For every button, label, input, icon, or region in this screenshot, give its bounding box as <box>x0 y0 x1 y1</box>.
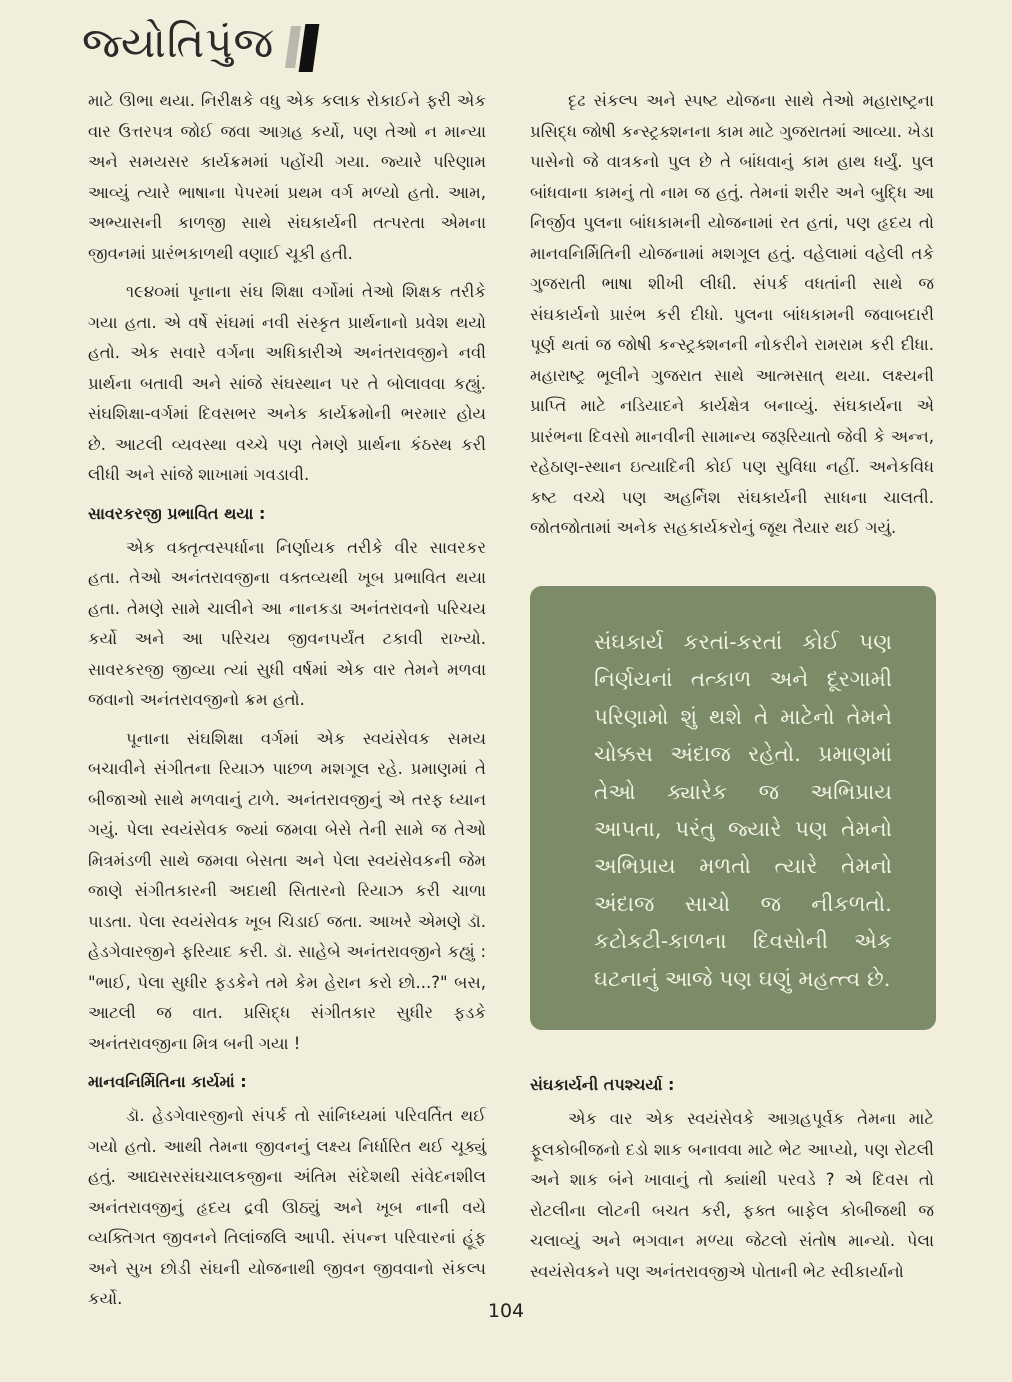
paragraph: એક વાર એક સ્વયંસેવકે આગ્રહપૂર્વક તેમના માટે ફૂલકોબીજનો દડો શાક બનાવવા માટે ભેટ આપ્યો, પણ રોટલી અને શાક બંને ખાવાનું તો ક્યાંથી પરવડે ? એ દિવસ તો રોટલીના લોટની બચત કરી, ફક્ત બાફેલ કોબીજથી જ ચલાવ્યું અને ભગવાન મળ્યા જેટલો સંતોષ માન્યો. પેલા સ્વયંસેવકને પણ અનંતરાવજીએ પોતાની ભેટ સ્વીકાર્યાનો <box>530 1109 934 1281</box>
section-heading: સાવરકરજી પ્રભાવિત થયા : <box>88 503 266 523</box>
paragraph: દૃઢ સંકલ્પ અને સ્પષ્ટ યોજના સાથે તેઓ મહારાષ્ટ્રના પ્રસિદ્ધ જોષી કન્સ્ટ્રક્શનના કામ માટે ગુજરાતમાં આવ્યા. ખેડા પાસેનો જે વાત્રકનો પુલ છે તે બાંધવાનું કામ હાથ ધર્યું. પુલ બાંધવાના કામનું તો નામ જ હતું. તેમનાં શરીર અને બુદ્ધિ આ નિર્જીવ પુલના બાંધકામની યોજનામાં રત હતાં, પણ હૃદય તો માનવનિર્મિતિની યોજનામાં મશગૂલ હતું. વહેલામાં વહેલી તકે ગુજરાતી ભાષા શીખી લીધી. સંપર્ક વધતાંની સાથે જ સંઘકાર્યનો પ્રારંભ કરી દીધો. પુલના બાંધકામની જવાબદારી પૂર્ણ થતાં જ જોષી કન્સ્ટ્રક્શનની નોકરીને રામરામ કરી દીધા. મહારાષ્ટ્ર ભૂલીને ગુજરાત સાથે આત્મસાત્ થયા. લક્ષ્યની પ્રાપ્તિ માટે નડિયાદને કાર્યક્ષેત્ર બનાવ્યું. સંઘકાર્યના એ પ્રારંભના દિવસો માનવીની સામાન્ય જરૂરિયાતો જેવી કે અન્ન, રહેઠાણ-સ્થાન ઇત્યાદિની કોઈ પણ સુવિધા નહીં. અનેકવિધ કષ્ટ વચ્ચે પણ અહર્નિશ સંઘકાર્યની સાધના ચાલતી. જોતજોતામાં અનેક સહકાર્યકરોનું જૂથ તૈયાર થઈ ગયું. <box>530 91 934 537</box>
page-header <box>82 14 316 72</box>
paragraph: માટે ઊભા થયા. નિરીક્ષકે વધુ એક કલાક રોકાઈને ફરી એક વાર ઉત્તરપત્ર જોઈ જવા આગ્રહ કર્યો, પણ તેઓ ન માન્યા અને સમયસર કાર્યક્રમમાં પહોંચી ગયા. જ્યારે પરિણામ આવ્યું ત્યારે ભાષાના પેપરમાં પ્રથમ વર્ગ મળ્યો હતો. આમ, અભ્યાસની કાળજી સાથે સંઘકાર્યની તત્પરતા એમના જીવનમાં પ્રારંભકાળથી વણાઈ ચૂકી હતી. <box>88 91 486 263</box>
page-number: 104 <box>487 1300 525 1322</box>
section-heading: માનવનિર્મિતિના કાર્યમાં : <box>88 1072 247 1091</box>
callout-box: સંઘકાર્ય કરતાં-કરતાં કોઈ પણ નિર્ણયનાં તત્કાળ અને દૂરગામી પરિણામો શું થશે તે માટેનો તેમને ચોક્કસ અંદાજ રહેતો. પ્રમાણમાં તેઓ ક્યારેક જ અભિપ્રાય આપતા, પરંતુ જ્યારે પણ તેમનો અભિપ્રાય મળતો ત્યારે તેમનો અંદાજ સાચો જ નીકળતો. કટોકટી-કાળના દિવસોની એક ઘટનાનું આજે પણ ઘણું મહત્ત્વ છે. <box>530 586 936 1030</box>
paragraph: ૧૯૪૦માં પૂનાના સંઘ શિક્ષા વર્ગોમાં તેઓ શિક્ષક તરીકે ગયા હતા. એ વર્ષે સંઘમાં નવી સંસ્કૃત પ્રાર્થનાનો પ્રવેશ થયો હતો. એક સવારે વર્ગના અધિકારીએ અનંતરાવજીને નવી પ્રાર્થના બતાવી અને સાંજે સંઘસ્થાન પર તે બોલાવવા કહ્યું. સંઘશિક્ષા-વર્ગમાં દિવસભર અનેક કાર્યક્રમોની ભરમાર હોય છે. આટલી વ્યવસ્થા વચ્ચે પણ તેમણે પ્રાર્થના કંઠસ્થ કરી લીધી અને સાંજે શાખામાં ગવડાવી. <box>88 282 486 484</box>
paragraph: ડૉ. હેડગેવારજીનો સંપર્ક તો સાંનિધ્યમાં પરિવર્તિત થઈ ગયો હતો. આથી તેમના જીવનનું લક્ષ્ય નિર્ધારિત થઈ ચૂક્યું હતું. આદ્યસરસંઘચાલકજીના અંતિમ સંદેશથી સંવેદનશીલ અનંતરાવજીનું હૃદય દ્રવી ઊઠ્યું અને ખૂબ નાની વયે વ્યક્તિગત જીવનને તિલાંજલિ આપી. સંપન્ન પરિવારનાં હૂંફ અને સુખ છોડી સંઘની યોજનાથી જીવન જીવવાનો સંકલ્પ કર્યો. <box>88 1106 486 1308</box>
header-title: જ્યોતિપુંજ <box>82 18 275 67</box>
right-column-bottom <box>530 1064 934 1295</box>
section-heading: સંઘકાર્યની તપશ્ચર્યા : <box>530 1075 675 1094</box>
left-column <box>88 86 486 1323</box>
header-decoration-dark-bar <box>299 24 320 72</box>
paragraph: એક વક્તૃત્વસ્પર્ધાના નિર્ણાયક તરીકે વીર સાવરકર હતા. તેઓ અનંતરાવજીના વક્તવ્યથી ખૂબ પ્રભાવિત થયા હતા. તેમણે સામે ચાલીને આ નાનકડા અનંતરાવનો પરિચય કર્યો અને આ પરિચય જીવનપર્યંત ટકાવી રાખ્યો. સાવરકરજી જીવ્યા ત્યાં સુધી વર્ષમાં એક વાર તેમને મળવા જવાનો અનંતરાવજીનો ક્રમ હતો. <box>88 537 486 709</box>
header-decoration-light-bar <box>285 26 301 68</box>
paragraph: પૂનાના સંઘશિક્ષા વર્ગમાં એક સ્વયંસેવક સમય બચાવીને સંગીતના રિયાઝ પાછળ મશગૂલ રહે. પ્રમાણમાં તે બીજાઓ સાથે મળવાનું ટાળે. અનંતરાવજીનું એ તરફ ધ્યાન ગયું. પેલા સ્વયંસેવક જ્યાં જમવા બેસે તેની સામે જ તેઓ મિત્રમંડળી સાથે જમવા બેસતા અને પેલા સ્વયંસેવકની જેમ જાણે સંગીતકારની અદાથી સિતારનો રિયાઝ કરી ચાળા પાડતા. પેલા સ્વયંસેવક ખૂબ ચિડાઈ જતા. આખરે એમણે ડૉ. હેડગેવારજીને ફરિયાદ કરી. ડૉ. સાહેબે અનંતરાવજીને કહ્યું : "ભાઈ, પેલા સુધીર ફડકેને તમે કેમ હેરાન કરો છો...?" બસ, આટલી જ વાત. પ્રસિદ્ધ સંગીતકાર સુધીર ફડકે અનંતરાવજીના મિત્ર બની ગયા ! <box>88 728 486 1053</box>
right-column-top <box>530 86 934 552</box>
